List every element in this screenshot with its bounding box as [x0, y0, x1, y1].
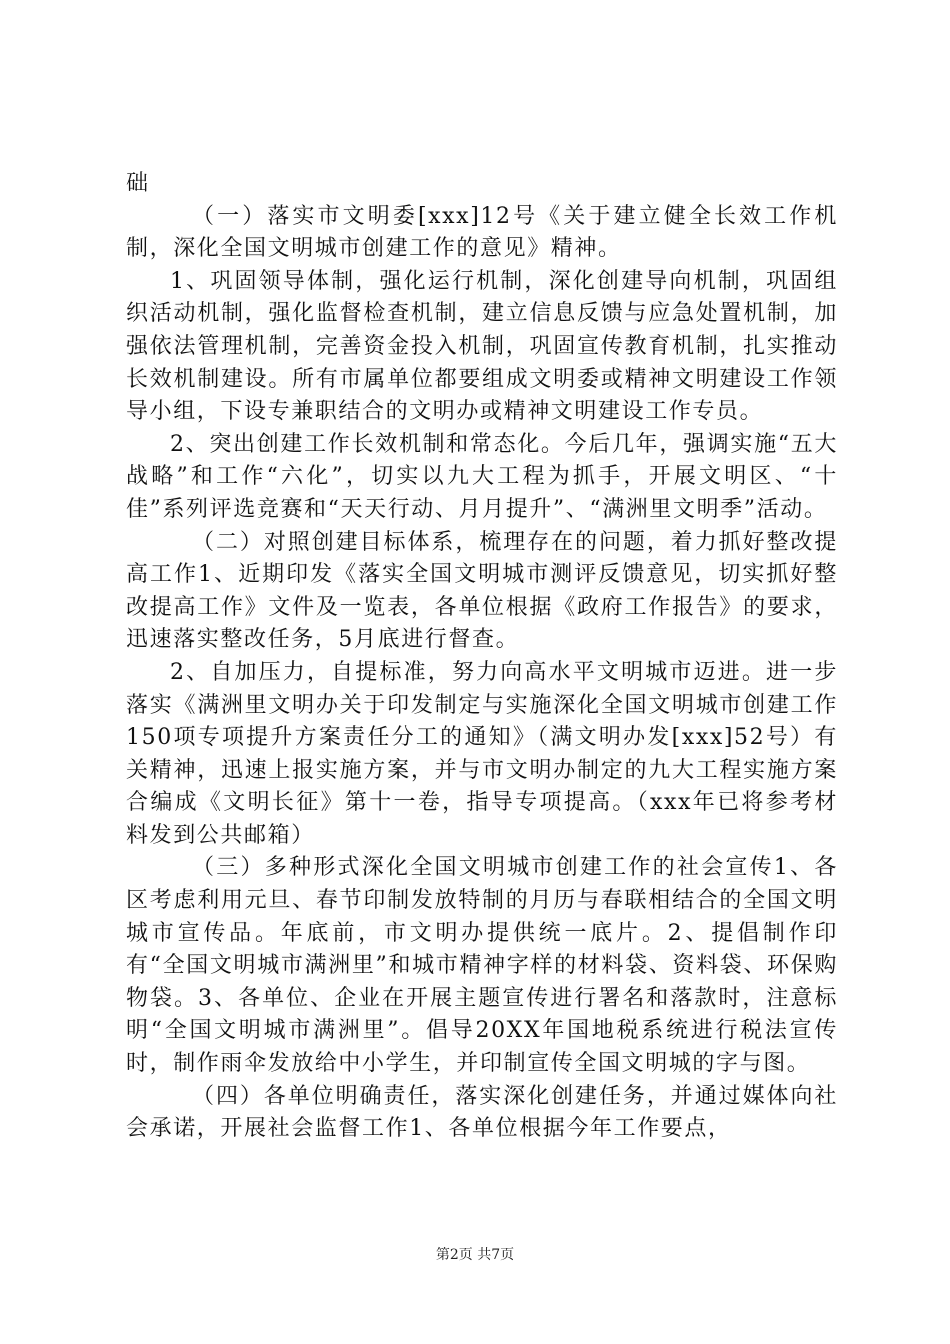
paragraph-7: （四）各单位明确责任，落实深化创建任务，并通过媒体向社会承诺，开展社会监督工作1、各单位根据今年工作要点，: [126, 1083, 838, 1142]
paragraph-6: （三）多种形式深化全国文明城市创建工作的社会宣传1、各区考虑利用元旦、春节印制发放特制的月历与春联相结合的全国文明城市宣传品。年底前，市文明办提供统一底片。2、提倡制作印有“全国文明城市满洲里”和城市精神字样的材料袋、资料袋、环保购物袋。3、各单位、企业在开展主题宣传进行署名和落款时，注意标明“全国文明城市满洲里”。倡导20XX年国地税系统进行税法宣传时，制作雨伞发放给中小学生，并印制宣传全国文明城的字与图。: [126, 855, 838, 1077]
document-body: [126, 168, 838, 1146]
paragraph-1: （一）落实市文明委[xxx]12号《关于建立健全长效工作机制，深化全国文明城市创建工作的意见》精神。: [126, 203, 838, 262]
paragraph-5: 2、自加压力，自提标准，努力向高水平文明城市迈进。进一步落实《满洲里文明办关于印发制定与实施深化全国文明城市创建工作150项专项提升方案责任分工的通知》（满文明办发[xxx]52号）有关精神，迅速上报实施方案，并与市文明办制定的九大工程实施方案合编成《文明长征》第十一卷，指导专项提高。（xxx年已将参考材料发到公共邮箱）: [126, 659, 838, 848]
paragraph-2: 1、巩固领导体制，强化运行机制，深化创建导向机制，巩固组织活动机制，强化监督检查机制，建立信息反馈与应急处置机制，加强依法管理机制，完善资金投入机制，巩固宣传教育机制，扎实推动长效机制建设。所有市属单位都要组成文明委或精神文明建设工作领导小组，下设专兼职结合的文明办或精神文明建设工作专员。: [126, 268, 838, 425]
paragraph-3: 2、突出创建工作长效机制和常态化。今后几年，强调实施“五大战略”和工作“六化”，切实以九大工程为抓手，开展文明区、“十佳”系列评选竞赛和“天天行动、月月提升”、“满洲里文明季”活动。: [126, 431, 838, 522]
paragraph-4: （二）对照创建目标体系，梳理存在的问题，着力抓好整改提高工作1、近期印发《落实全国文明城市测评反馈意见，切实抓好整改提高工作》文件及一览表，各单位根据《政府工作报告》的要求，迅速落实整改任务，5月底进行督查。: [126, 529, 838, 653]
paragraph-0: 础: [126, 171, 150, 196]
page-footer: 第2页 共7页: [435, 1247, 515, 1263]
